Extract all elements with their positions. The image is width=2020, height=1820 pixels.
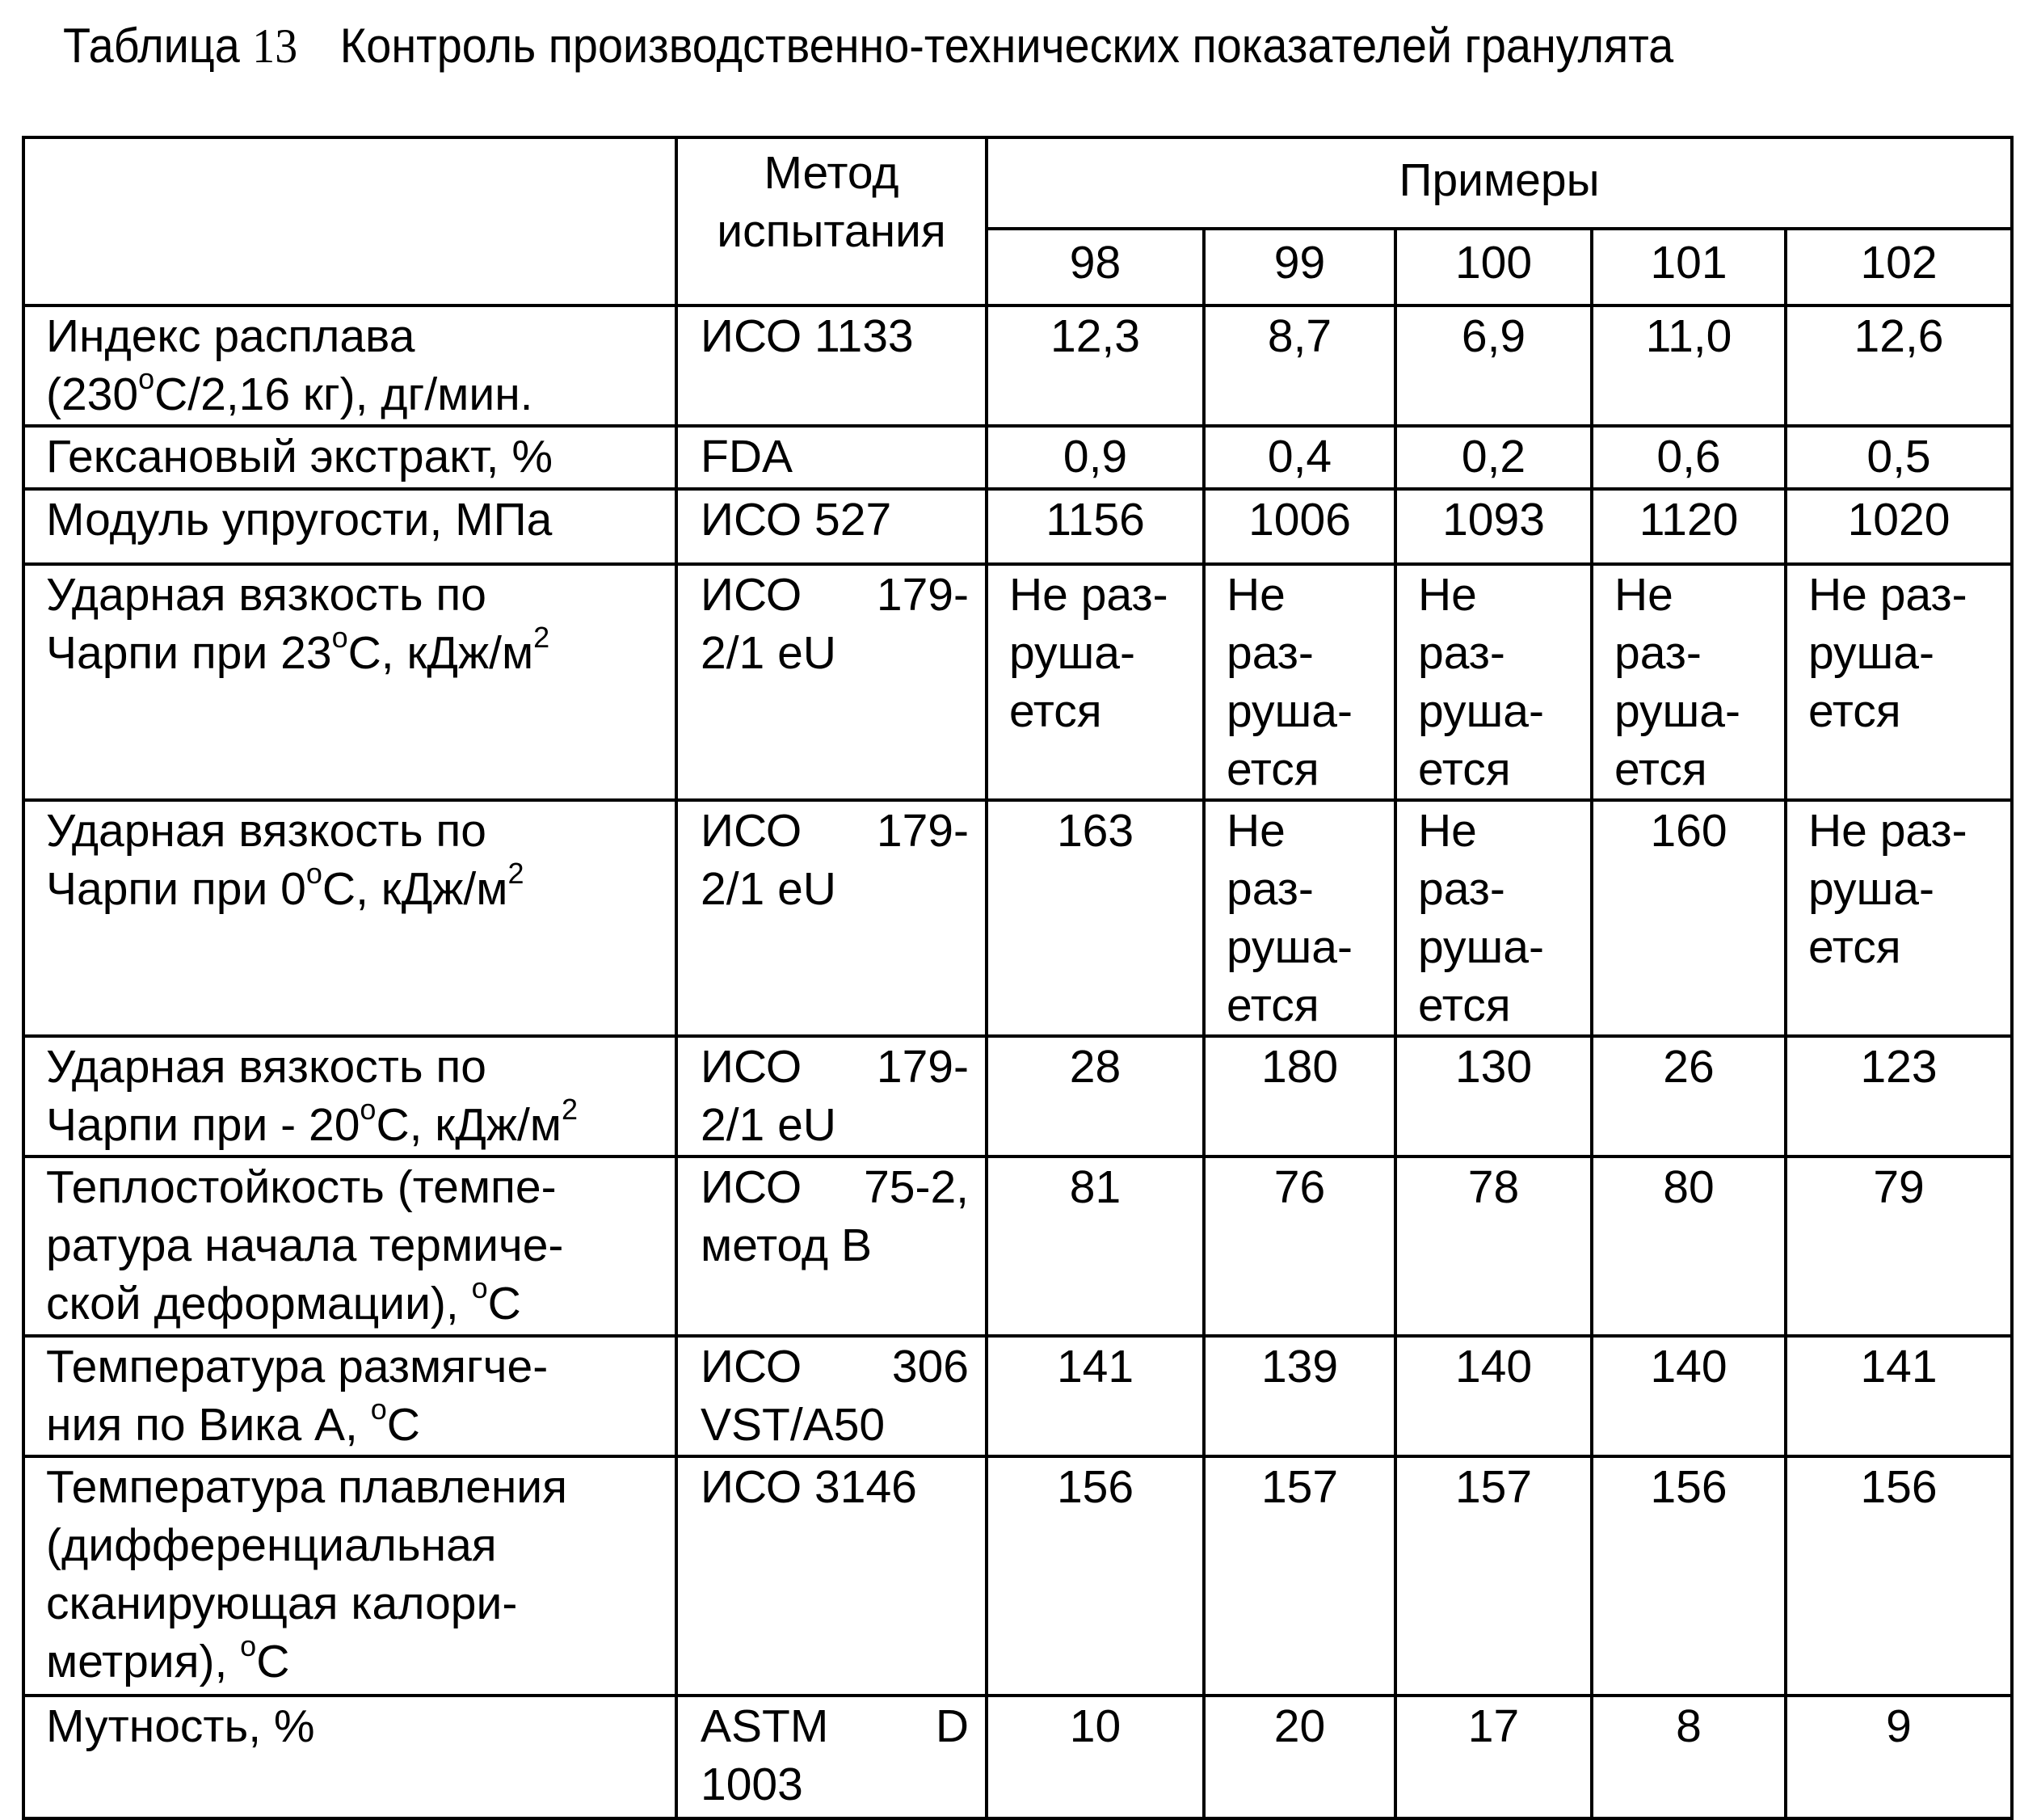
row-value-100: 78: [1395, 1156, 1592, 1336]
table-row: [23, 564, 2012, 800]
header-example-1: 99: [1204, 229, 1395, 305]
row-method: FDA: [676, 426, 987, 489]
row-label-line: ской деформации), oС: [46, 1274, 675, 1333]
header-example-3: 101: [1592, 229, 1786, 305]
row-label: [23, 1156, 676, 1336]
row-label-line: Ударная вязкость по: [46, 566, 675, 624]
row-value-101: Не раз- руша- ется: [1592, 564, 1786, 800]
row-label-line: ратура начала термиче-: [46, 1216, 675, 1274]
row-value-99: 0,4: [1204, 426, 1395, 489]
table-title: [63, 18, 1673, 74]
row-value-98: 1156: [987, 489, 1204, 564]
table-row: [23, 1456, 2012, 1696]
row-value-101: 80: [1592, 1156, 1786, 1336]
row-value-98: 12,3: [987, 305, 1204, 426]
row-label-line: ния по Вика А, oС: [46, 1396, 675, 1454]
row-value-100: 157: [1395, 1456, 1592, 1696]
row-method: ИСО 179- 2/1 eU: [676, 1036, 987, 1156]
row-label-line: Чарпи при 0oС, кДж/м2: [46, 860, 675, 918]
row-label: [23, 1456, 676, 1696]
row-value-102: 12,6: [1786, 305, 2012, 426]
row-label-line: (дифференциальная: [46, 1516, 675, 1574]
row-label-line: Чарпи при 23oС, кДж/м2: [46, 624, 675, 682]
header-example-2: 100: [1395, 229, 1592, 305]
row-method: ASTM D 1003: [676, 1696, 987, 1818]
table-row: [23, 800, 2012, 1036]
row-label-line: Мутность, %: [46, 1697, 675, 1755]
row-value-100: 130: [1395, 1036, 1592, 1156]
table-row: [23, 1036, 2012, 1156]
table-row: [23, 1336, 2012, 1456]
row-label-line: Температура плавления: [46, 1458, 675, 1516]
header-method: Метод испытания: [676, 137, 987, 305]
row-value-101: 140: [1592, 1336, 1786, 1456]
row-value-102: 156: [1786, 1456, 2012, 1696]
row-label-line: метрия), oС: [46, 1633, 675, 1691]
row-value-100: 1093: [1395, 489, 1592, 564]
row-label: [23, 426, 676, 489]
row-value-101: 0,6: [1592, 426, 1786, 489]
row-value-99: 139: [1204, 1336, 1395, 1456]
row-value-100: 17: [1395, 1696, 1592, 1818]
table-row: [23, 305, 2012, 426]
row-value-99: 157: [1204, 1456, 1395, 1696]
row-value-98: 10: [987, 1696, 1204, 1818]
row-value-102: 9: [1786, 1696, 2012, 1818]
row-value-99: 8,7: [1204, 305, 1395, 426]
indicators-table: [22, 136, 2014, 1820]
row-value-101: 11,0: [1592, 305, 1786, 426]
row-value-102: 79: [1786, 1156, 2012, 1336]
row-method: ИСО 179- 2/1 eU: [676, 800, 987, 1036]
row-value-101: 156: [1592, 1456, 1786, 1696]
table-title-text: Контроль производственно-технических показателей гранулята: [340, 19, 1673, 73]
row-value-102: 123: [1786, 1036, 2012, 1156]
row-label: [23, 564, 676, 800]
row-method: ИСО 1133: [676, 305, 987, 426]
row-label-line: Гексановый экстракт, %: [46, 428, 675, 486]
row-value-99: 20: [1204, 1696, 1395, 1818]
row-value-99: Не раз- руша- ется: [1204, 564, 1395, 800]
row-value-102: Не раз- руша- ется: [1786, 800, 2012, 1036]
row-value-98: Не раз- руша- ется: [987, 564, 1204, 800]
row-label-line: Теплостойкость (темпе-: [46, 1158, 675, 1216]
row-value-102: 0,5: [1786, 426, 2012, 489]
row-value-99: 180: [1204, 1036, 1395, 1156]
row-label-line: Чарпи при - 20oС, кДж/м2: [46, 1096, 675, 1154]
row-label: [23, 800, 676, 1036]
row-value-98: 141: [987, 1336, 1204, 1456]
row-label: [23, 1036, 676, 1156]
row-method: ИСО 179- 2/1 eU: [676, 564, 987, 800]
row-value-101: 8: [1592, 1696, 1786, 1818]
row-label-line: Индекс расплава: [46, 307, 675, 365]
row-value-101: 1120: [1592, 489, 1786, 564]
row-value-102: 141: [1786, 1336, 2012, 1456]
row-method: ИСО 306 VST/A50: [676, 1336, 987, 1456]
row-method: ИСО 527: [676, 489, 987, 564]
row-value-98: 163: [987, 800, 1204, 1036]
header-examples: Примеры: [987, 137, 2012, 229]
header-example-0: 98: [987, 229, 1204, 305]
table-title-label: Таблица: [63, 19, 240, 73]
row-value-98: 81: [987, 1156, 1204, 1336]
header-blank-cell: [23, 137, 676, 305]
row-value-102: Не раз- руша- ется: [1786, 564, 2012, 800]
row-value-98: 28: [987, 1036, 1204, 1156]
row-value-101: 26: [1592, 1036, 1786, 1156]
row-label: [23, 1336, 676, 1456]
table-number: 13: [252, 19, 297, 73]
row-method: ИСО 75-2, метод В: [676, 1156, 987, 1336]
row-value-98: 156: [987, 1456, 1204, 1696]
header-example-4: 102: [1786, 229, 2012, 305]
row-label-line: Ударная вязкость по: [46, 1038, 675, 1096]
row-method: ИСО 3146: [676, 1456, 987, 1696]
row-label-line: Температура размягче-: [46, 1338, 675, 1396]
row-value-100: Не раз- руша- ется: [1395, 564, 1592, 800]
row-value-102: 1020: [1786, 489, 2012, 564]
row-value-101: 160: [1592, 800, 1786, 1036]
row-label-line: сканирующая калори-: [46, 1574, 675, 1633]
row-label: [23, 1696, 676, 1818]
row-label: [23, 489, 676, 564]
row-value-100: Не раз- руша- ется: [1395, 800, 1592, 1036]
row-label-line: Модуль упругости, МПа: [46, 491, 675, 549]
row-value-99: Не раз- руша- ется: [1204, 800, 1395, 1036]
row-value-98: 0,9: [987, 426, 1204, 489]
row-value-99: 1006: [1204, 489, 1395, 564]
row-label-line: (230oС/2,16 кг), дг/мин.: [46, 365, 675, 423]
table-row: [23, 489, 2012, 564]
table-row: [23, 1156, 2012, 1336]
row-value-99: 76: [1204, 1156, 1395, 1336]
table-row: [23, 1696, 2012, 1818]
table-row: [23, 426, 2012, 489]
row-value-100: 6,9: [1395, 305, 1592, 426]
row-label: [23, 305, 676, 426]
row-value-100: 0,2: [1395, 426, 1592, 489]
row-label-line: Ударная вязкость по: [46, 802, 675, 860]
row-value-100: 140: [1395, 1336, 1592, 1456]
